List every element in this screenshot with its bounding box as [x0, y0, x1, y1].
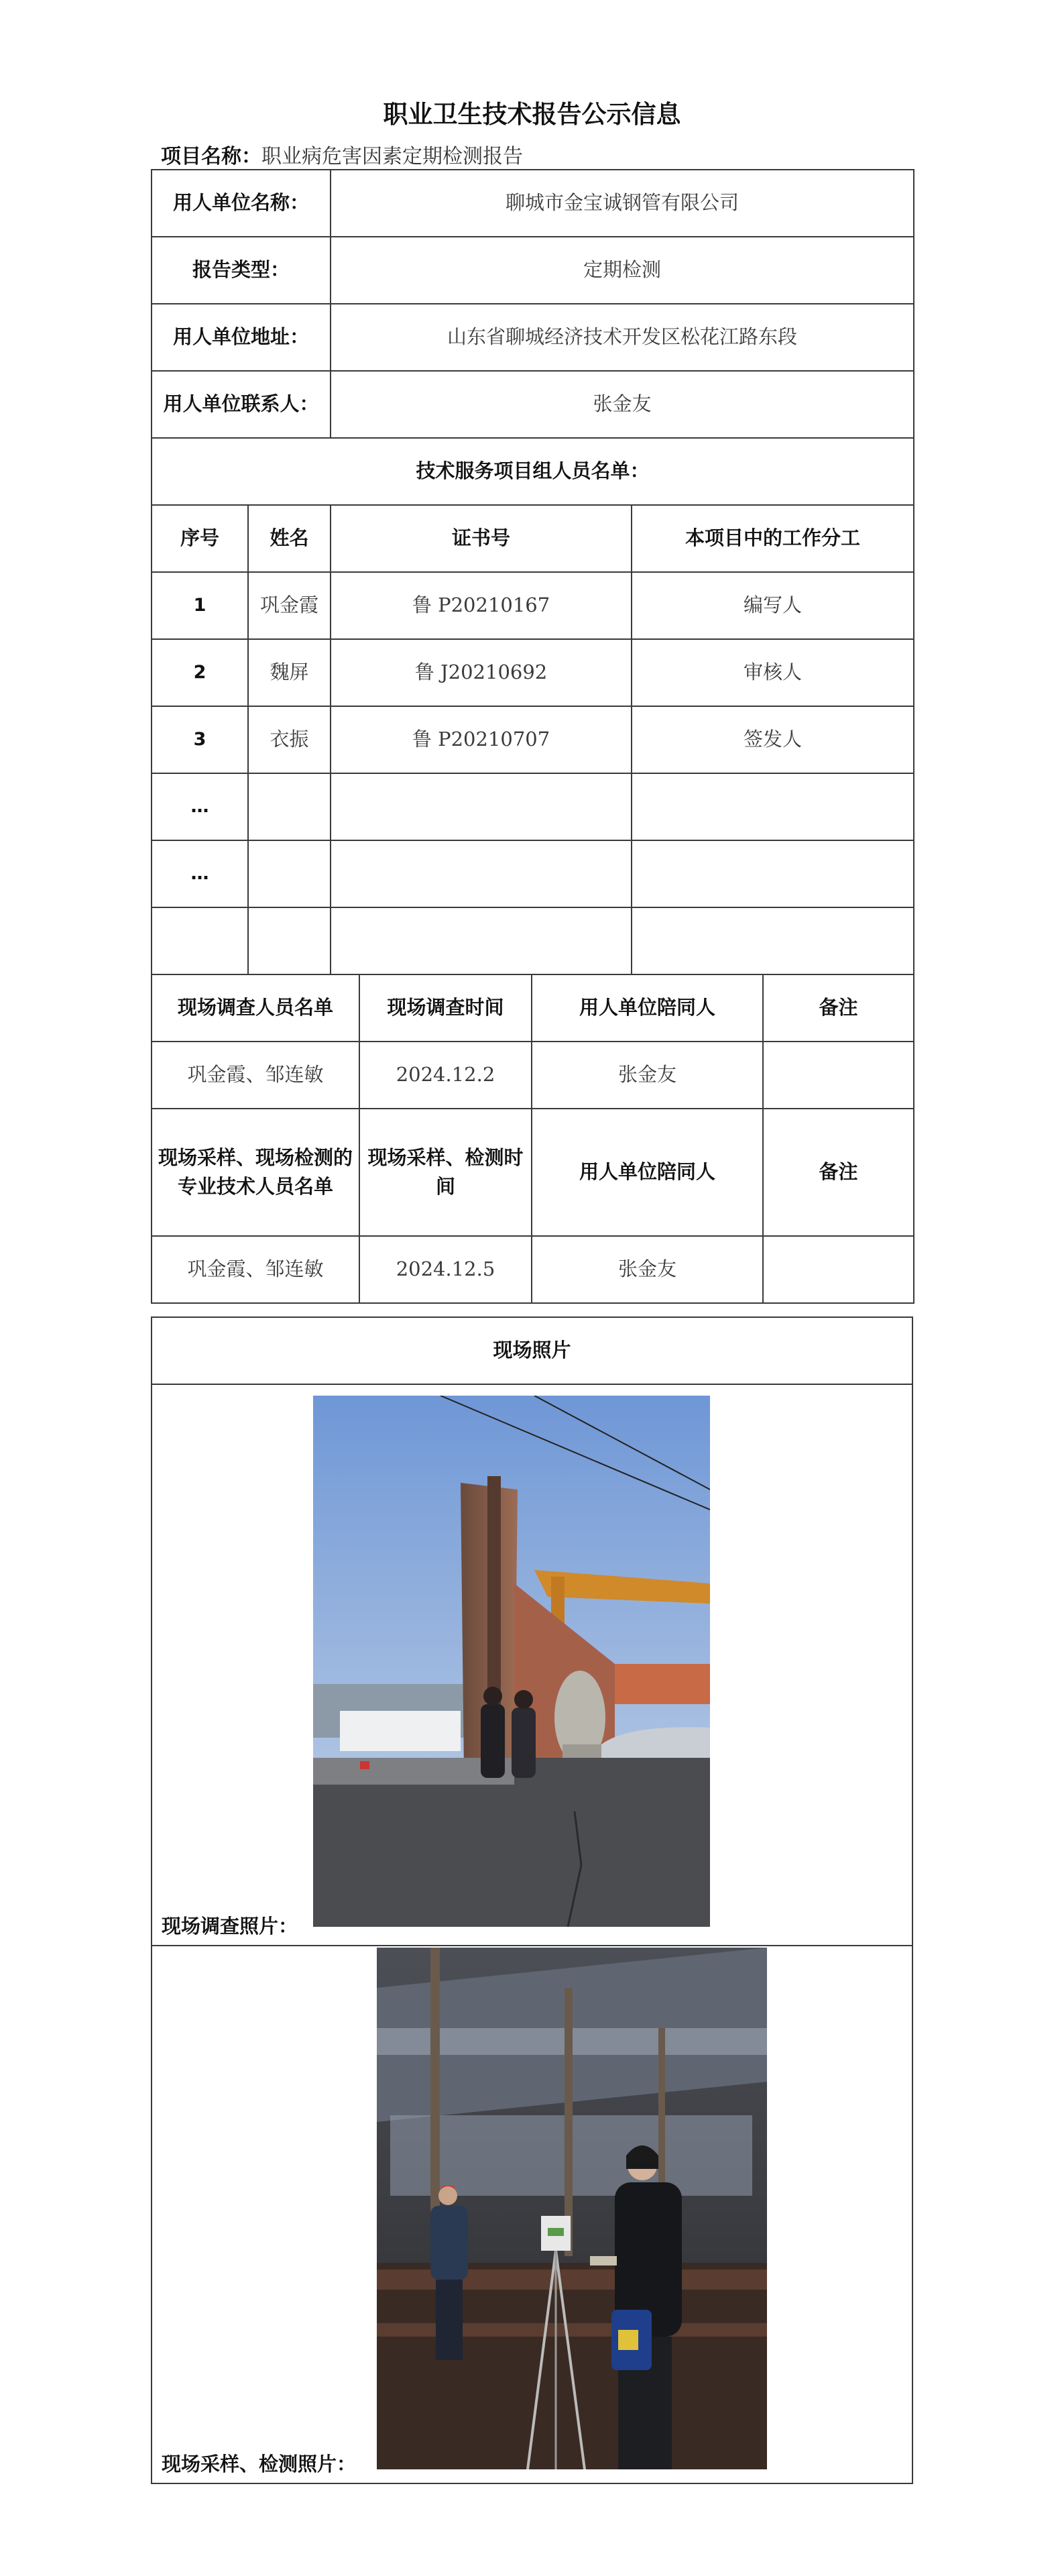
team-row	[152, 639, 914, 706]
team-row-cert: 鲁 P20210167	[331, 572, 632, 639]
sampling-photo-row	[152, 1946, 912, 2483]
survey-header-time: 现场调查时间	[359, 974, 532, 1042]
survey-photo	[313, 1396, 710, 1927]
sampling-people: 巩金霞、邹连敏	[152, 1236, 359, 1303]
team-header-no: 序号	[152, 505, 248, 572]
team-row-name	[248, 773, 331, 840]
team-row-role	[632, 907, 914, 974]
info-row-report-type	[152, 237, 914, 304]
team-heading-row	[152, 438, 914, 505]
team-header-cert: 证书号	[331, 505, 632, 572]
sampling-header-people: 现场采样、现场检测的专业技术人员名单	[152, 1109, 359, 1236]
team-row	[152, 773, 914, 840]
team-row-no: 1	[152, 572, 248, 639]
survey-header-people: 现场调查人员名单	[152, 974, 359, 1042]
survey-header-note: 备注	[763, 974, 914, 1042]
team-row-name	[248, 840, 331, 907]
team-row-role: 编写人	[632, 572, 914, 639]
team-row	[152, 706, 914, 773]
info-row-company	[152, 170, 914, 237]
sampling-photo	[377, 1948, 767, 2469]
project-name-label: 项目名称：	[161, 145, 261, 168]
survey-table	[151, 974, 913, 1304]
sampling-note	[763, 1236, 914, 1303]
report-type-value: 定期检测	[331, 237, 914, 304]
team-row-name	[248, 907, 331, 974]
team-heading: 技术服务项目组人员名单：	[152, 438, 914, 505]
project-name	[161, 139, 523, 169]
sampling-header-row	[152, 1109, 914, 1236]
sampling-header-note: 备注	[763, 1109, 914, 1236]
survey-row	[152, 1042, 914, 1109]
survey-photo-row	[152, 1384, 912, 1946]
info-row-contact	[152, 371, 914, 438]
company-name-value: 聊城市金宝诚钢管有限公司	[331, 170, 914, 237]
team-row-no: …	[152, 773, 248, 840]
team-row-cert	[331, 907, 632, 974]
team-row-name: 衣振	[248, 706, 331, 773]
photos-table	[151, 1317, 913, 2484]
team-row-cert	[331, 840, 632, 907]
info-table	[151, 169, 913, 975]
team-row	[152, 840, 914, 907]
report-type-label: 报告类型：	[152, 237, 331, 304]
info-row-address	[152, 304, 914, 371]
company-contact-label: 用人单位联系人：	[152, 371, 331, 438]
sampling-row	[152, 1236, 914, 1303]
company-contact-value: 张金友	[331, 371, 914, 438]
team-row-cert	[331, 773, 632, 840]
team-row-cert: 鲁 J20210692	[331, 639, 632, 706]
company-address-value: 山东省聊城经济技术开发区松花江路东段	[331, 304, 914, 371]
sampling-time: 2024.12.5	[359, 1236, 532, 1303]
sampling-header-companion: 用人单位陪同人	[532, 1109, 763, 1236]
team-row	[152, 572, 914, 639]
team-row	[152, 907, 914, 974]
page-title: 职业卫生技术报告公示信息	[383, 100, 681, 129]
survey-header-companion: 用人单位陪同人	[532, 974, 763, 1042]
team-row-no	[152, 907, 248, 974]
team-header-name: 姓名	[248, 505, 331, 572]
sampling-photo-cell	[152, 1946, 912, 2483]
sampling-header-time: 现场采样、检测时间	[359, 1109, 532, 1236]
survey-note	[763, 1042, 914, 1109]
photos-heading: 现场照片	[152, 1317, 912, 1384]
project-name-value: 职业病危害因素定期检测报告	[261, 145, 523, 168]
team-row-no: …	[152, 840, 248, 907]
survey-header-row	[152, 974, 914, 1042]
sampling-companion: 张金友	[532, 1236, 763, 1303]
team-row-role: 审核人	[632, 639, 914, 706]
team-row-no: 3	[152, 706, 248, 773]
sampling-photo-caption: 现场采样、检测照片：	[162, 2452, 357, 2475]
survey-companion: 张金友	[532, 1042, 763, 1109]
team-row-cert: 鲁 P20210707	[331, 706, 632, 773]
team-row-name: 魏屏	[248, 639, 331, 706]
team-header-role: 本项目中的工作分工	[632, 505, 914, 572]
photos-heading-row	[152, 1317, 912, 1384]
team-row-no: 2	[152, 639, 248, 706]
company-address-label: 用人单位地址：	[152, 304, 331, 371]
team-row-role	[632, 773, 914, 840]
survey-photo-cell	[152, 1384, 912, 1946]
survey-time: 2024.12.2	[359, 1042, 532, 1109]
team-header-row	[152, 505, 914, 572]
survey-people: 巩金霞、邹连敏	[152, 1042, 359, 1109]
company-name-label: 用人单位名称：	[152, 170, 331, 237]
team-row-role	[632, 840, 914, 907]
team-row-role: 签发人	[632, 706, 914, 773]
survey-photo-caption: 现场调查照片：	[162, 1914, 298, 1938]
team-row-name: 巩金霞	[248, 572, 331, 639]
